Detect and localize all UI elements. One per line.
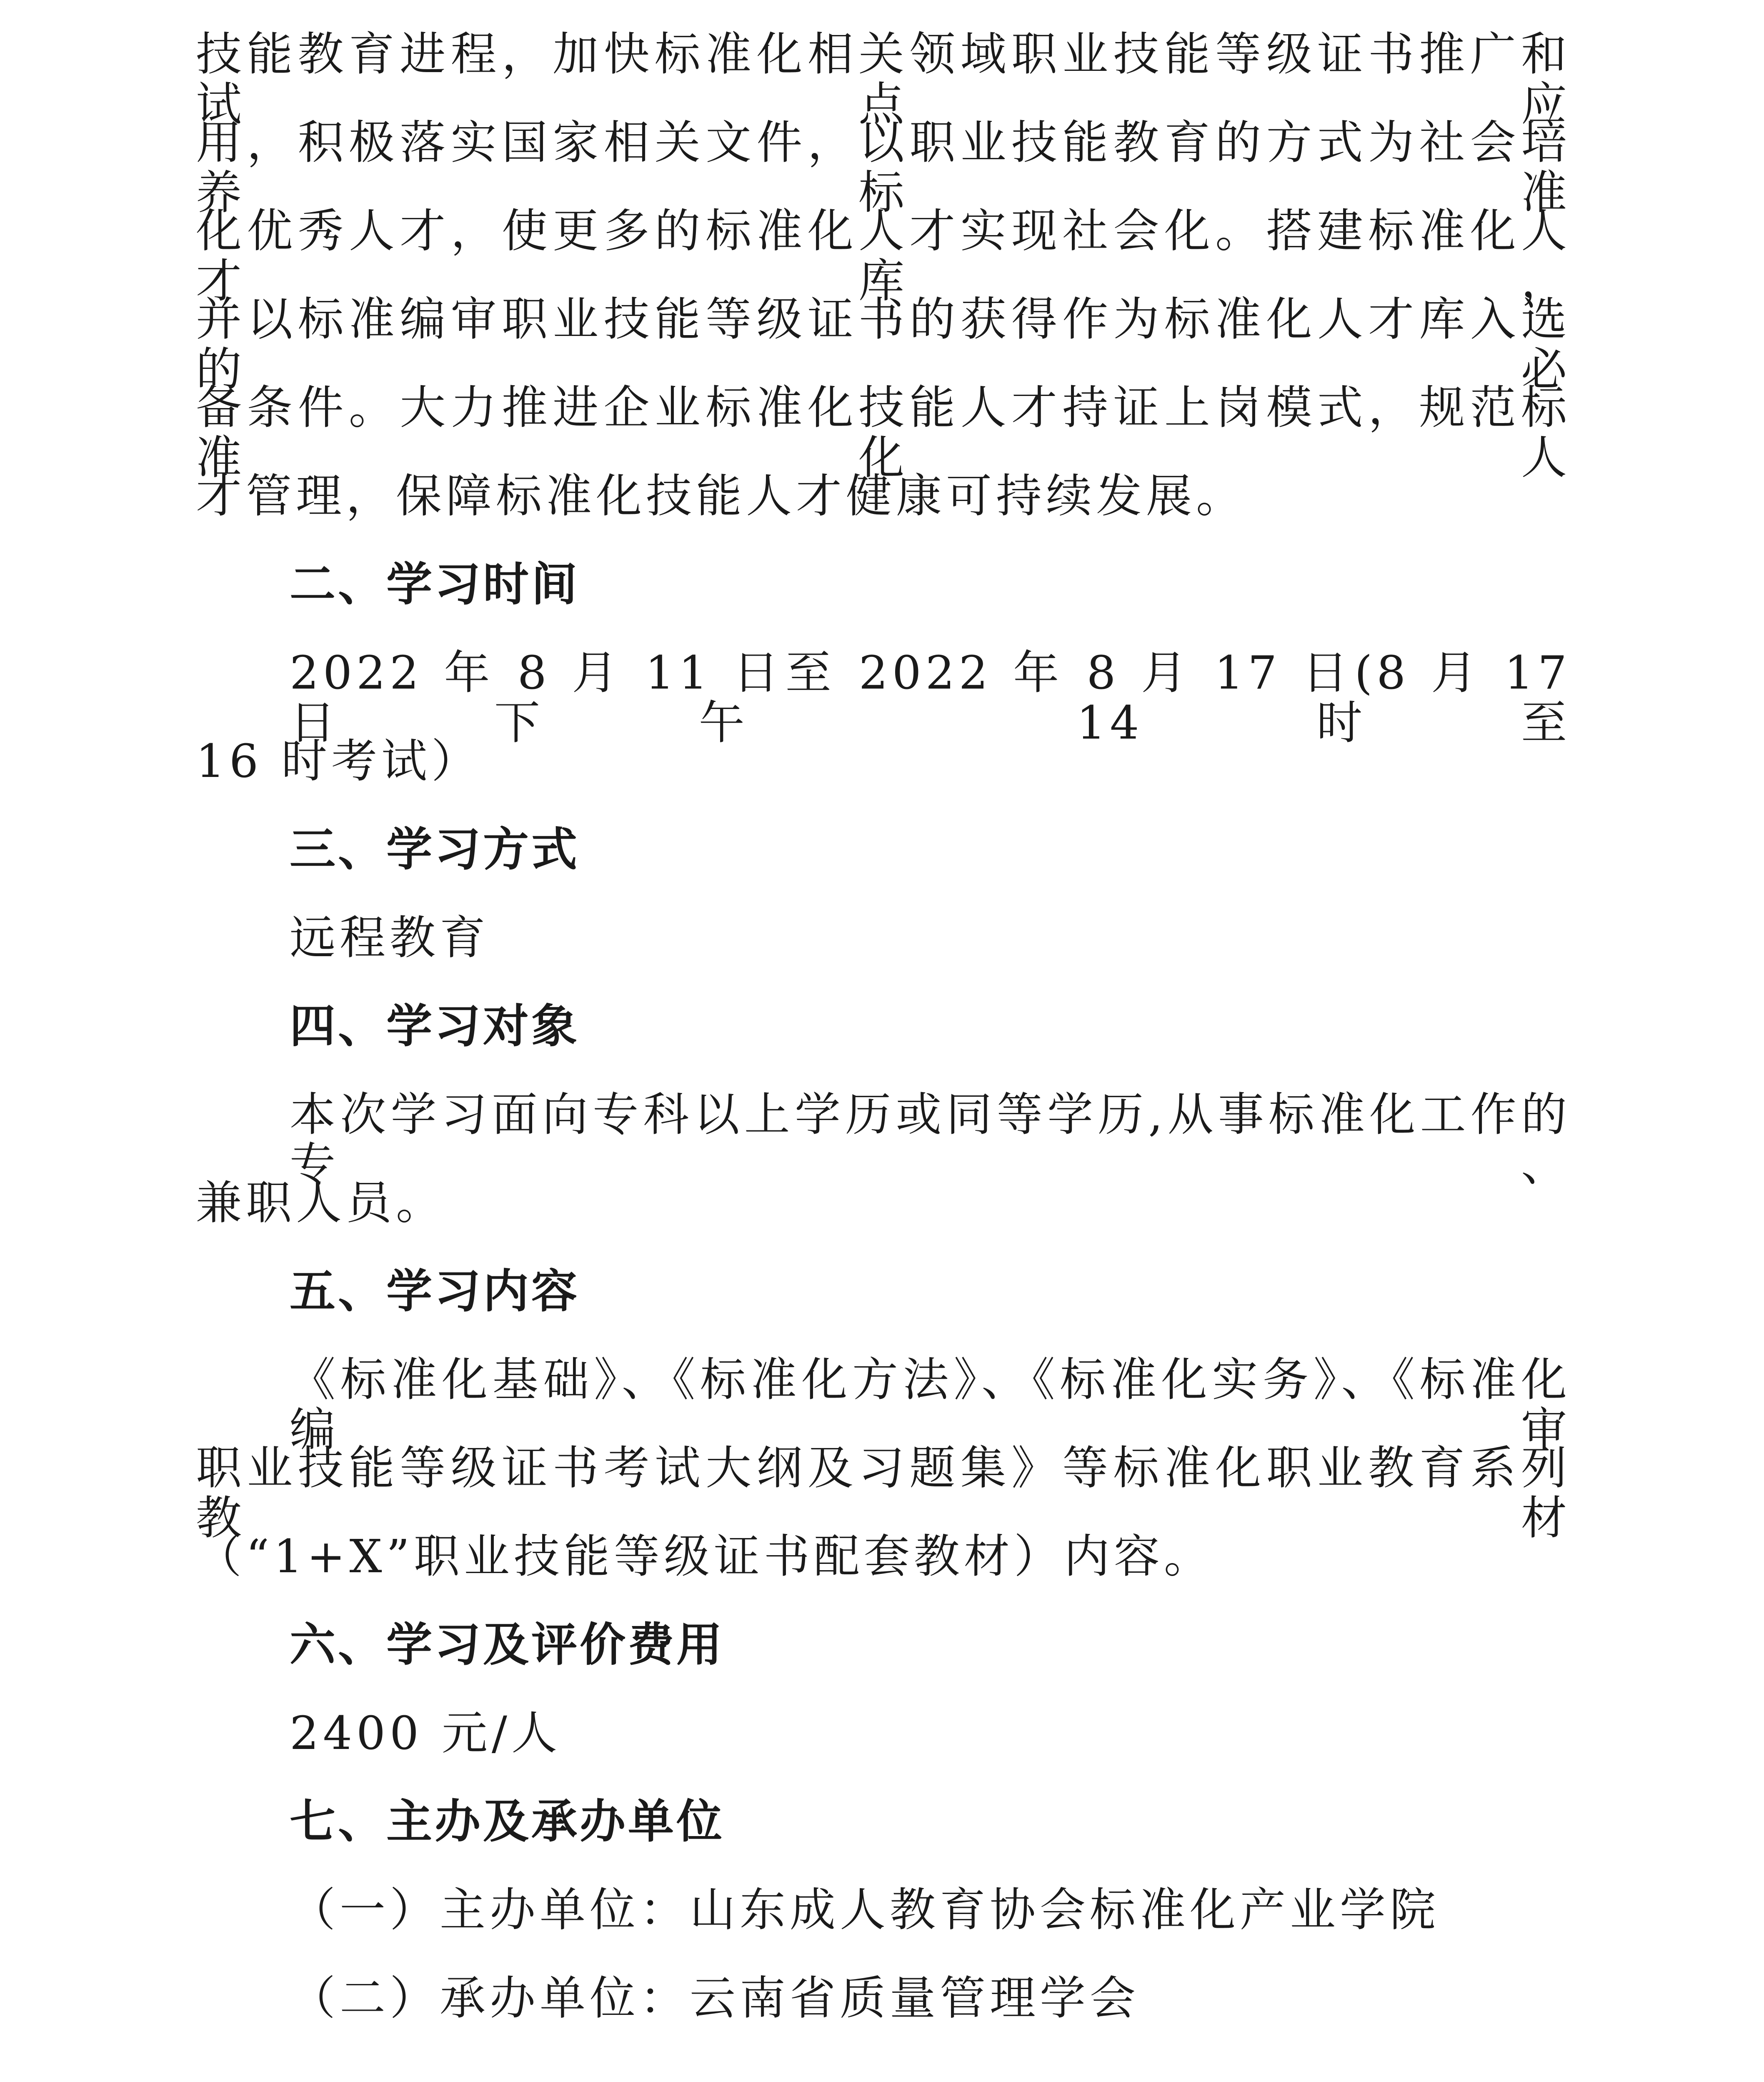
paragraph-line: 用，积极落实国家相关文件，以职业技能教育的方式为社会培养标准 — [196, 116, 1571, 219]
paragraph-line: 化优秀人才，使更多的标准化人才实现社会化。搭建标准化人才库， — [196, 204, 1571, 308]
section-organizers — [196, 1796, 1571, 2062]
paragraph-line: 16 时考试） — [196, 734, 481, 788]
intro-paragraph — [196, 29, 1571, 559]
fee-value: 2400 元/人 — [290, 1706, 561, 1760]
organizer-undertaker: （二）承办单位：云南省质量管理学会 — [290, 1972, 1140, 2025]
section-heading: 二、学习时间 — [290, 558, 580, 611]
organizer-host: （一）主办单位：山东成人教育协会标准化产业学院 — [290, 1883, 1440, 1937]
section-study-time — [196, 559, 1571, 824]
section-heading: 七、主办及承办单位 — [290, 1795, 725, 1848]
paragraph-line: 远程教育 — [290, 911, 490, 965]
section-heading: 四、学习对象 — [290, 1000, 580, 1053]
paragraph-line: （“1+X”职业技能等级证书配套教材）内容。 — [196, 1530, 1214, 1583]
document-page — [196, 29, 1571, 2062]
paragraph-line: 职业技能等级证书考试大纲及习题集》等标准化职业教育系列教材 — [196, 1441, 1571, 1545]
section-study-audience — [196, 1001, 1571, 1266]
section-heading: 五、学习内容 — [290, 1265, 580, 1318]
section-heading: 六、学习及评价费用 — [290, 1618, 725, 1671]
section-study-fee — [196, 1620, 1571, 1796]
paragraph-line: 2022 年 8 月 11 日至 2022 年 8 月 17 日(8 月 17 日下午 14 时至 — [290, 646, 1571, 749]
paragraph-line: 本次学习面向专科以上学历或同等学历,从事标准化工作的专、 — [290, 1088, 1571, 1191]
paragraph-line: 才管理，保障标准化技能人才健康可持续发展。 — [196, 469, 1246, 523]
paragraph-line: 《标准化基础》、《标准化方法》、《标准化实务》、《标准化编审 — [290, 1353, 1571, 1456]
paragraph-line: 备条件。大力推进企业标准化技能人才持证上岗模式，规范标准化人 — [196, 381, 1571, 484]
section-study-method — [196, 824, 1571, 1001]
paragraph-line: 兼职人员。 — [196, 1176, 446, 1230]
paragraph-line: 技能教育进程，加快标准化相关领域职业技能等级证书推广和试点应 — [196, 28, 1571, 131]
paragraph-line: 并以标准编审职业技能等级证书的获得作为标准化人才库入选的必 — [196, 293, 1571, 396]
section-study-content — [196, 1266, 1571, 1620]
section-heading: 三、学习方式 — [290, 823, 580, 876]
